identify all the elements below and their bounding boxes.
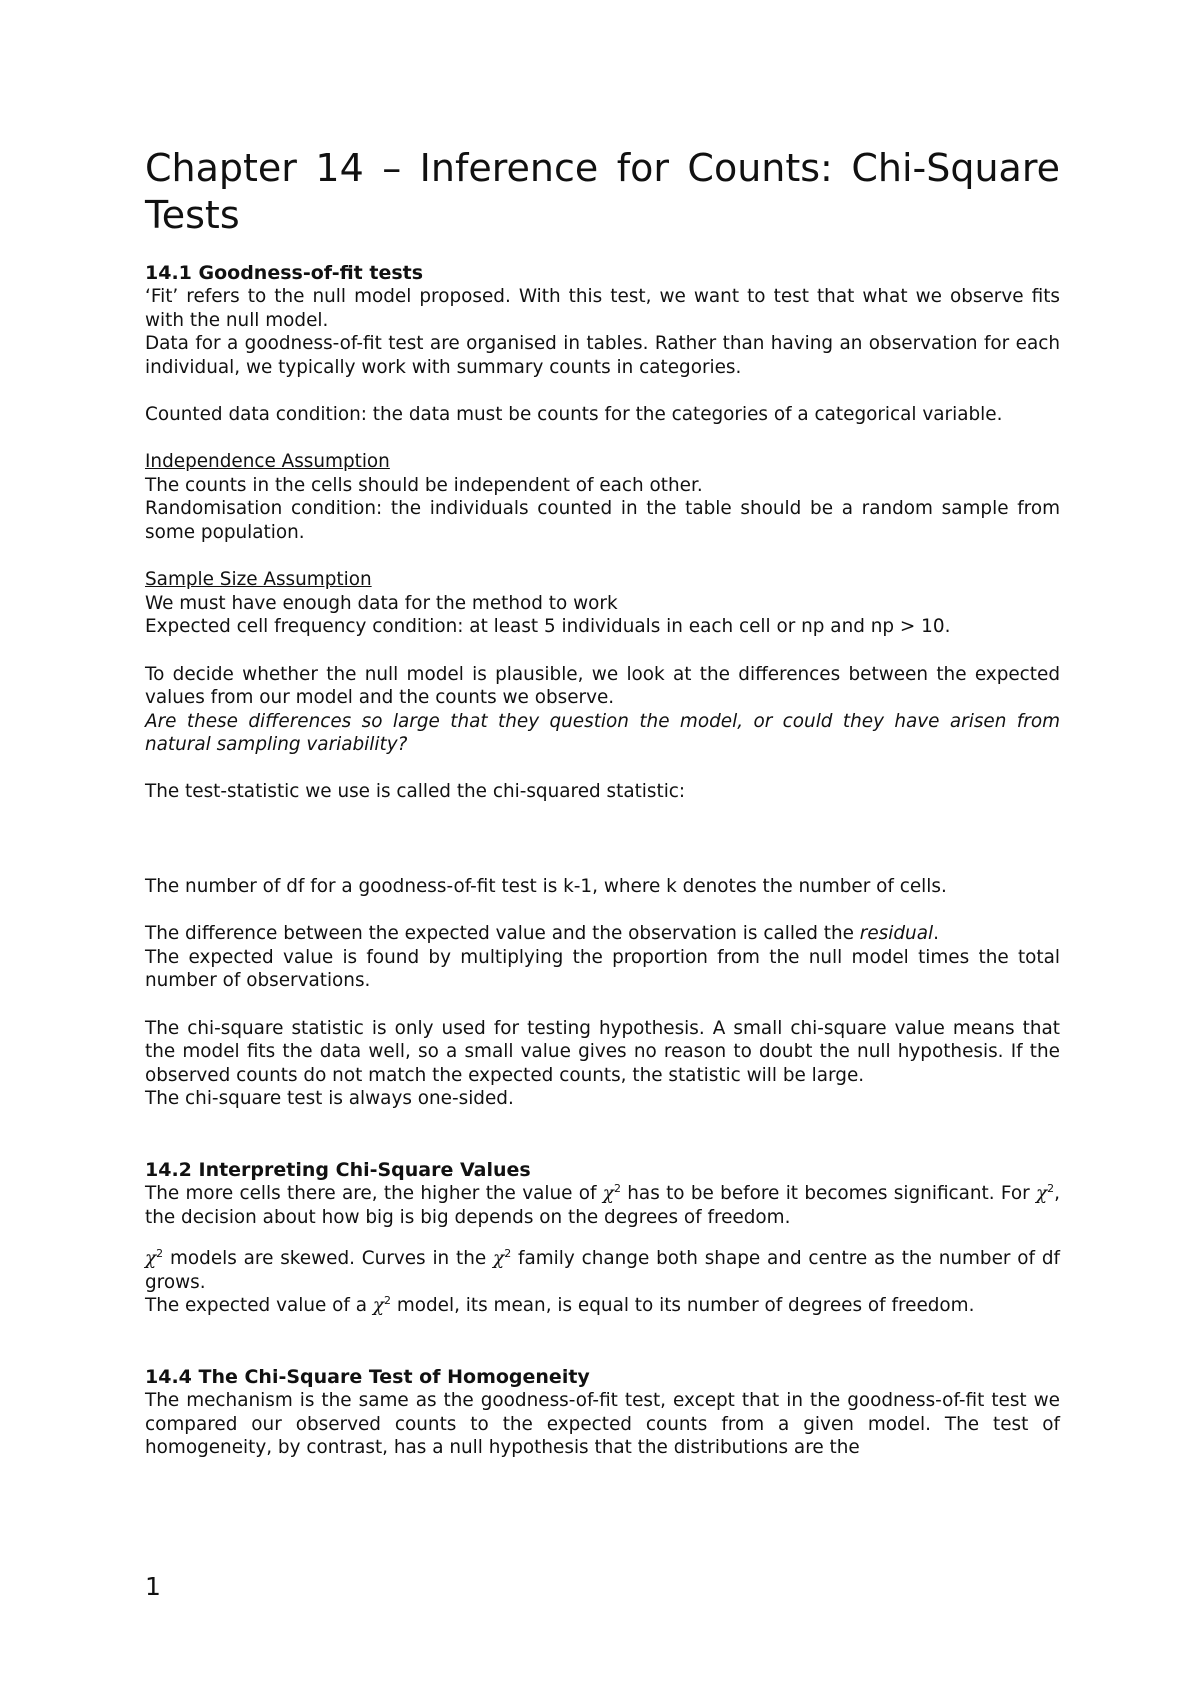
mean-text-b: model, its mean, is equal to its number of degrees of freedom.	[391, 1295, 975, 1317]
df-paragraph: The number of df for a goodness-of-fit test is k-1, where k denotes the number of cells.	[145, 876, 947, 898]
expected-value-paragraph: The expected value is found by multiplying the proportion from the null model times the total number of observations.	[145, 946, 1060, 992]
homogeneity-paragraph: The mechanism is the same as the goodness-of-fit test, except that in the goodness-of-fit test we compared our observed counts to the expected counts from a given model. The test of homogeneity, by contrast, has a null hypothesis that the distributions are the	[145, 1389, 1060, 1459]
residual-text-after: .	[933, 923, 939, 945]
sample-size-assumption-heading: Sample Size Assumption	[145, 569, 372, 591]
independence-heading-line	[145, 450, 1060, 474]
formula-space	[145, 804, 1060, 875]
section-heading-14-2: 14.2 Interpreting Chi-Square Values	[145, 1159, 531, 1181]
residual-text-before: The difference between the expected value and the observation is called the	[145, 923, 860, 945]
page-number: 1	[145, 1572, 161, 1601]
chi-symbol: χ	[602, 1183, 614, 1204]
independence-assumption-heading: Independence Assumption	[145, 451, 390, 473]
skewed-text-b: family change both shape and centre as the number of df grows.	[145, 1248, 1060, 1293]
independence-line-1: The counts in the cells should be independent of each other.	[145, 474, 703, 496]
one-sided-paragraph: The chi-square test is always one-sided.	[145, 1088, 514, 1110]
mean-text-a: The expected value of a	[145, 1295, 373, 1317]
superscript-two: 2	[504, 1247, 512, 1261]
residual-word: residual	[859, 923, 934, 945]
statistic-paragraph: The test-statistic we use is called the chi-squared statistic:	[145, 781, 686, 803]
chi-symbol: χ	[1036, 1183, 1048, 1204]
counted-data-paragraph: Counted data condition: the data must be counts for the categories of a categorical variable.	[145, 403, 1003, 425]
section-heading-14-1: 14.1 Goodness-of-fit tests	[145, 262, 424, 284]
chi-symbol: χ	[145, 1248, 157, 1270]
chapter-title: Chapter 14 – Inference for Counts: Chi-Square Tests	[145, 146, 1060, 237]
superscript-two: 2	[613, 1181, 621, 1195]
page-content	[145, 145, 1060, 1460]
cells-paragraph	[145, 1182, 1060, 1229]
randomisation-paragraph: Randomisation condition: the individuals counted in the table should be a random sample from some population.	[145, 498, 1060, 543]
cells-text-c: , the decision about how big is big depends on the degrees of freedom.	[145, 1183, 1061, 1228]
data-paragraph: Data for a goodness-of-fit test are organised in tables. Rather than having an observation for each individual, we typically work with summary counts in categories.	[145, 333, 1060, 378]
hypothesis-paragraph: The chi-square statistic is only used for testing hypothesis. A small chi-square value means that the model fits the data well, so a small value gives no reason to doubt the null hypothesis. If the observed counts do not match the expected counts, the statistic will be large.	[145, 1017, 1060, 1086]
chi-symbol: χ	[493, 1248, 505, 1270]
expected-cell-frequency-line: Expected cell frequency condition: at least 5 individuals in each cell or np and np > 10.	[145, 616, 951, 638]
residual-paragraph	[145, 922, 1060, 946]
cells-text-a: The more cells there are, the higher the value of	[145, 1183, 603, 1204]
cells-text-b: has to be before it becomes significant. For	[620, 1183, 1036, 1204]
superscript-two: 2	[1047, 1181, 1055, 1195]
decide-paragraph: To decide whether the null model is plausible, we look at the differences between the expected values from our model and the counts we observe.	[145, 663, 1060, 709]
fit-paragraph: ‘Fit’ refers to the null model proposed. With this test, we want to test that what we observe fits with the null model.	[145, 286, 1060, 331]
skewed-paragraph	[145, 1247, 1060, 1294]
superscript-two: 2	[156, 1247, 164, 1261]
mean-paragraph	[145, 1294, 1060, 1318]
skewed-text-a: models are skewed. Curves in the	[163, 1248, 494, 1270]
superscript-two: 2	[384, 1294, 391, 1308]
chi-symbol: χ	[372, 1295, 384, 1317]
sample-size-heading-line	[145, 568, 1060, 592]
question-paragraph: Are these differences so large that they question the model, or could they have arisen from natural sampling variability?	[145, 710, 1060, 756]
sample-line-1: We must have enough data for the method to work	[145, 592, 618, 614]
section-heading-14-4: 14.4 The Chi-Square Test of Homogeneity	[145, 1365, 590, 1388]
